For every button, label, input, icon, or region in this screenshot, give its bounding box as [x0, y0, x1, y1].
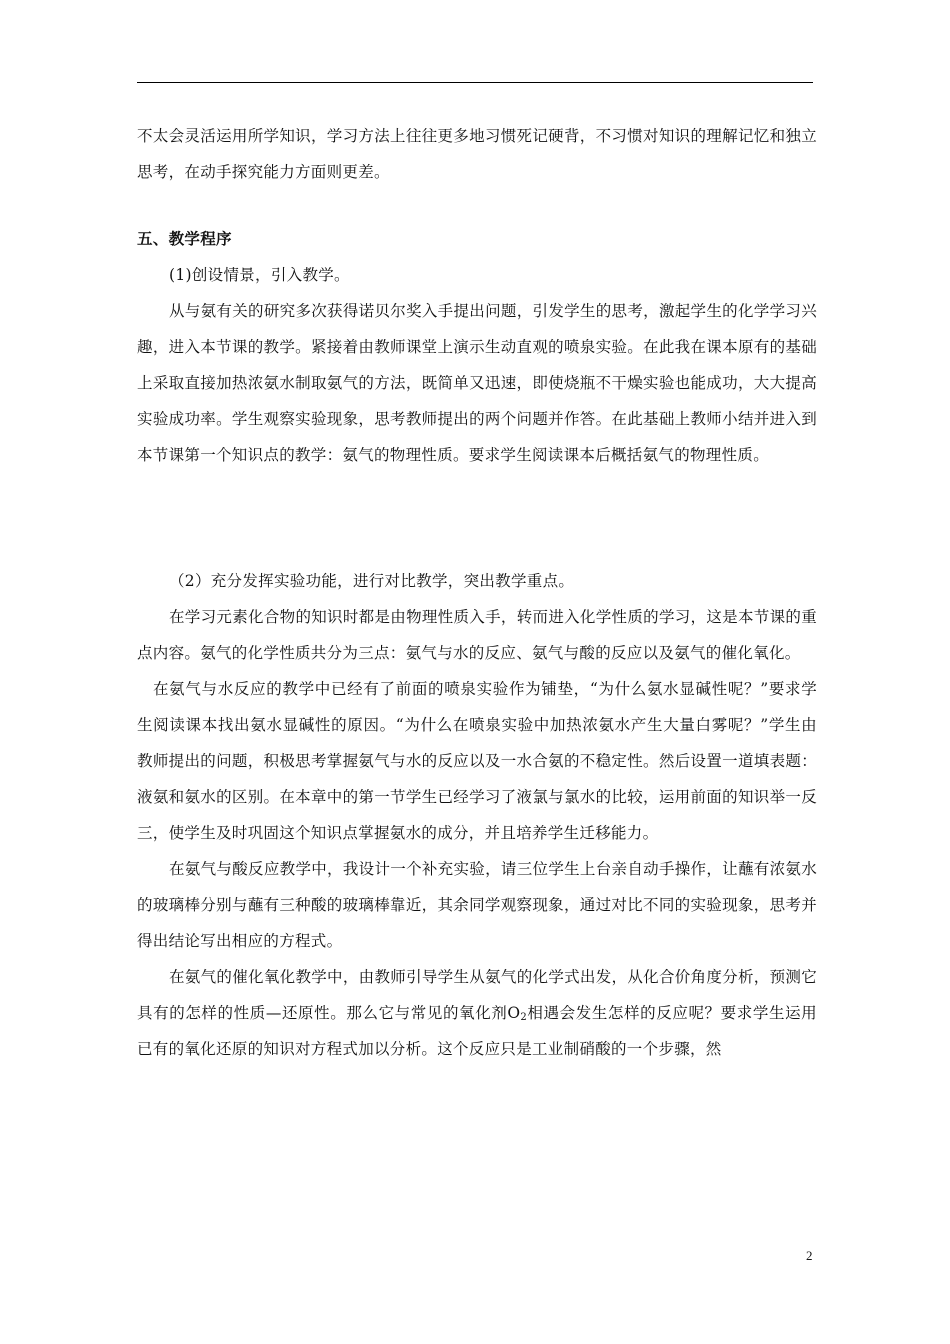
- header-rule: [137, 82, 813, 83]
- step1-title: (1)创设情景，引入教学。: [169, 266, 350, 284]
- step1-body: 从与氨有关的研究多次获得诺贝尔奖入手提出问题，引发学生的思考，激起学生的化学学习兴趣，进入本节课的教学。紧接着由教师课堂上演示生动直观的喷泉实验。在此我在课本原有的基础上采取直接加热浓氨水制取氨气的方法，既简单又迅速，即使烧瓶不干燥实验也能成功，大大提高实验成功率。学生观察实验现象，思考教师提出的两个问题并作答。在此基础上教师小结并进入到本节课第一个知识点的教学：氨气的物理性质。要求学生阅读课本后概括氨气的物理性质。: [137, 302, 817, 464]
- step2-title: （2）充分发挥实验功能，进行对比教学，突出教学重点。: [169, 572, 575, 590]
- step2-body-2: 在氨气与水反应的教学中已经有了前面的喷泉实验作为铺垫，“为什么氨水显碱性呢？”要求学生阅读课本找出氨水显碱性的原因。“为什么在喷泉实验中加热浓氨水产生大量白雾呢？”学生由教师提出的问题，积极思考掌握氨气与水的反应以及一水合氨的不稳定性。然后设置一道填表题：液氨和氨水的区别。在本章中的第一节学生已经学习了液氯与氯水的比较，运用前面的知识举一反三，使学生及时巩固这个知识点掌握氨水的成分，并且培养学生迁移能力。: [137, 680, 817, 842]
- step2-body-1: 在学习元素化合物的知识时都是由物理性质入手，转而进入化学性质的学习，这是本节课的重点内容。氨气的化学性质共分为三点：氨气与水的反应、氨气与酸的反应以及氨气的催化氧化。: [137, 608, 817, 662]
- document-body: [137, 118, 817, 1067]
- oxygen-subscript: 2: [520, 1012, 528, 1023]
- step2-body-4-before: 在氨气的催化氧化教学中，由教师引导学生从氨气的化学式出发，从化合价角度分析，预测它具有的怎样的性质—还原性。那么它与常见的氧化剂O: [137, 968, 817, 1022]
- step2-body-4-after: 相遇会发生怎样的反应呢？要求学生运用已有的氧化还原的知识对方程式加以分析。这个反应只是工业制硝酸的一个步骤，然: [137, 1004, 817, 1058]
- page-number: 2: [806, 1248, 813, 1263]
- section-heading: 五、教学程序: [137, 229, 232, 248]
- step2-body-4: [137, 959, 817, 1067]
- continuation-paragraph: 不太会灵活运用所学知识，学习方法上往往更多地习惯死记硬背，不习惯对知识的理解记忆和独立思考，在动手探究能力方面则更差。: [137, 127, 817, 181]
- step2-body-3: 在氨气与酸反应教学中，我设计一个补充实验，请三位学生上台亲自动手操作，让蘸有浓氨水的玻璃棒分别与蘸有三种酸的玻璃棒靠近，其余同学观察现象，通过对比不同的实验现象，思考并得出结论写出相应的方程式。: [137, 860, 817, 950]
- blank-gap: [137, 473, 817, 563]
